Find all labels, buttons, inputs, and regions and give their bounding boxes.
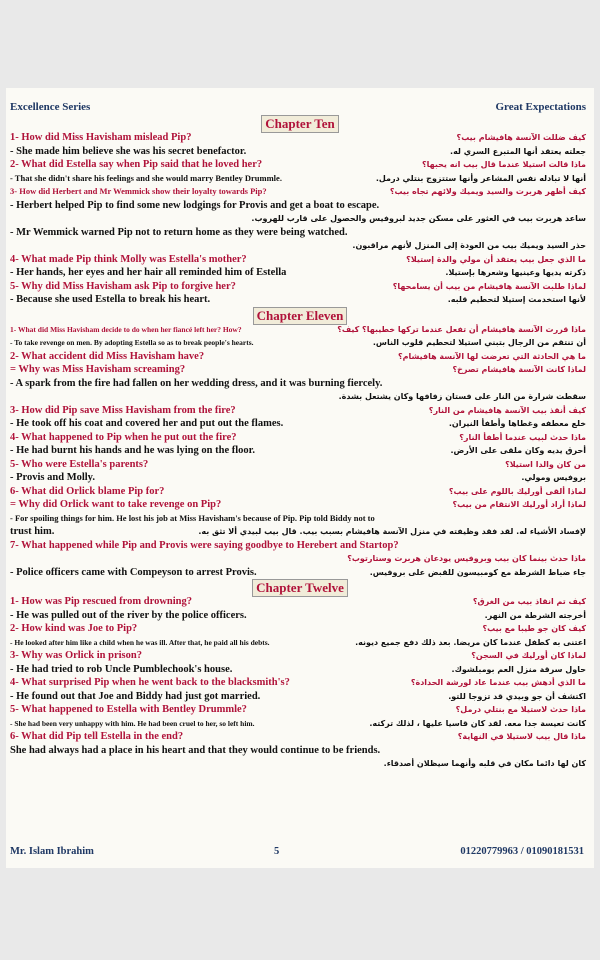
question-line: 6- What did Orlick blame Pip for? لماذا ألقى أورليك باللوم على بيب؟	[10, 485, 586, 497]
question-line: 5- Why did Miss Havisham ask Pip to forgive her? لماذا طلبت الآنسة هافيشام من بيب أن يسامحها؟	[10, 280, 586, 292]
question-line: 7- What happened while Pip and Provis were saying goodbye to Herebert and Startop?	[10, 539, 399, 551]
author-name: Mr. Islam Ibrahim	[10, 846, 94, 857]
answer-line: - Her hands, her eyes and her hair all reminded him of Estella ذكرته يديها وعينيها وشعرها بإستيلا.	[10, 267, 586, 278]
question-line: 1- How was Pip rescued from drowning? كيف تم انقاذ بيب من الغرق؟	[10, 596, 586, 607]
question-line: 4- What surprised Pip when he went back to the blacksmith's? ما الذي أدهش بيب عندما عاد لورشة الحدادة؟	[10, 677, 586, 688]
book-title: Great Expectations	[495, 101, 586, 113]
answer-arabic: حذر السيد ويميك بيب من العودة إلى المنزل لأنهم مراقبون.	[352, 241, 586, 250]
question-line: 3- How did Herbert and Mr Wemmick show their loyalty towards Pip? كيف أظهر هربرت والسيد ويميك ولائهم تجاه بيب؟	[10, 186, 586, 196]
phone-numbers: 01220779963 / 01090181531	[460, 846, 584, 857]
chapter-heading: Chapter Eleven	[10, 307, 590, 323]
answer-line: trust him. لإفساد الأشياء له. لقد فقد وظيفته في منزل الآنسة هافيشام بسبب بيب. قال بيب لبيدي ألا تثق به.	[10, 526, 586, 537]
answer-line: - He was pulled out of the river by the police officers. أخرجته الشرطة من النهر.	[10, 609, 586, 621]
answer-line: - Police officers came with Compeyson to arrest Provis. جاء ضباط الشرطة مع كومبيسون للقبض على بروفيس.	[10, 566, 586, 578]
document-page	[6, 88, 594, 868]
question-line: 2- What did Estella say when Pip said that he loved her? ماذا قالت استيلا عندما قال بيب انه يحبها؟	[10, 159, 586, 170]
question-arabic: ماذا حدث بينما كان بيب وبروفيس يودعان هربرت وستارتوب؟	[347, 554, 586, 563]
question-line: 4- What made Pip think Molly was Estella's mother? ما الذي جعل بيب يعتقد أن مولي والدة إستيلا؟	[10, 253, 586, 265]
answer-line: - Because she used Estella to break his heart. لأنها استخدمت إستيلا لتحطيم قلبه.	[10, 294, 586, 305]
question-line: 5- What happened to Estella with Bentley Drummle? ماذا حدث لاستيلا مع بنتلي درمل؟	[10, 704, 586, 715]
answer-line: - Provis and Molly. بروفيس ومولي.	[10, 472, 586, 483]
question-line: 2- What accident did Miss Havisham have? ما هي الحادثة التي تعرضت لها الآنسة هافيشام؟	[10, 350, 586, 362]
answer-line: - She had been very unhappy with him. He had been cruel to her, so left him. كانت تعيسة جدا معه. لقد كان قاسيا عليها ، لذلك تركته.	[10, 718, 586, 728]
answer-line: - He took off his coat and covered her and put out the flames. خلع معطفه وغطاها وأطفأ النيران.	[10, 418, 586, 429]
answer-line: - For spoiling things for him. He lost his job at Miss Havisham's because of Pip. Pip told Biddy not to	[10, 512, 375, 523]
question-line: = Why did Orlick want to take revenge on Pip? لماذا أراد أورليك الانتقام من بيب؟	[10, 499, 586, 510]
answer-line: - Mr Wemmick warned Pip not to return home as they were being watched.	[10, 226, 348, 238]
question-line: 1- How did Miss Havisham mislead Pip? كيف ضللت الآنسة هافيشام بيب؟	[10, 132, 586, 143]
content	[10, 115, 590, 771]
series-title: Excellence Series	[10, 101, 91, 113]
question-line: = Why was Miss Havisham screaming? لماذا كانت الآنسة هافيشام تصرخ؟	[10, 364, 586, 375]
answer-line: - She made him believe she was his secret benefactor. جعلته يعتقد أنها المتبرع السري له.	[10, 145, 586, 157]
chapter-heading: Chapter Twelve	[10, 579, 590, 595]
question-line: 6- What did Pip tell Estella in the end? ماذا قال بيب لاستيلا في النهاية؟	[10, 731, 586, 742]
answer-line: - He had tried to rob Uncle Pumblechook's house. حاول سرقة منزل العم بومبلشوك.	[10, 663, 586, 675]
answer-line: - He found out that Joe and Biddy had just got married. اكتشف أن جو وبيدي قد تزوجا للتو.	[10, 690, 586, 702]
answer-arabic: ساعد هربرت بيب في العثور على مسكن جديد لبروفيس والحصول على قارب للهروب.	[251, 214, 586, 223]
chapter-heading: Chapter Ten	[10, 115, 590, 131]
question-line: 4- What happened to Pip when he put out the fire? ماذا حدث لبيب عندما أطفأ النار؟	[10, 431, 586, 443]
answer-line: - That she didn't share his feelings and she would marry Bentley Drummle. أنها لا تبادله نفس المشاعر وأنها ستتزوج بنتلي درمل.	[10, 172, 586, 183]
question-line: 3- How did Pip save Miss Havisham from the fire? كيف أنقذ بيب الآنسة هافيشام من النار؟	[10, 404, 586, 416]
question-line: 1- What did Miss Havisham decide to do when her fiancé left her? How? ماذا قررت الآنسة هافيشام أن تفعل عندما تركها خطيبها؟ كيف؟	[10, 324, 586, 334]
question-line: 2- How kind was Joe to Pip? كيف كان جو طيبا مع بيب؟	[10, 623, 586, 634]
answer-line: - A spark from the fire had fallen on her wedding dress, and it was burning fiercely.	[10, 377, 383, 389]
answer-line: - He had burnt his hands and he was lying on the floor. أحرق يديه وكان ملقى على الأرض.	[10, 445, 586, 456]
answer-line: - Herbert helped Pip to find some new lodgings for Provis and get a boat to escape.	[10, 199, 380, 211]
answer-arabic: كان لها دائما مكان في قلبه وأنهما سيظلان أصدقاء.	[383, 759, 586, 768]
question-line: 3- Why was Orlick in prison? لماذا كان أورليك في السجن؟	[10, 650, 586, 661]
page-number: 5	[274, 846, 280, 857]
answer-line: - He looked after him like a child when he was ill. After that, he paid all his debts. اعتنى به كطفل عندما كان مريضا. بعد ذلك دفع جميع ديونه.	[10, 637, 586, 647]
answer-line: - To take revenge on men. By adopting Estella so as to break people's hearts. أن تنتقم من الرجال بتبني استيلا لتحطيم قلوب الناس.	[10, 338, 586, 347]
question-line: 5- Who were Estella's parents? من كان والدا استيلا؟	[10, 458, 586, 470]
answer-line: She had always had a place in his heart and that they would continue to be friends.	[10, 744, 381, 756]
answer-arabic: سقطت شرارة من النار على فستان زفافها وكان يشتعل بشدة.	[338, 392, 586, 401]
